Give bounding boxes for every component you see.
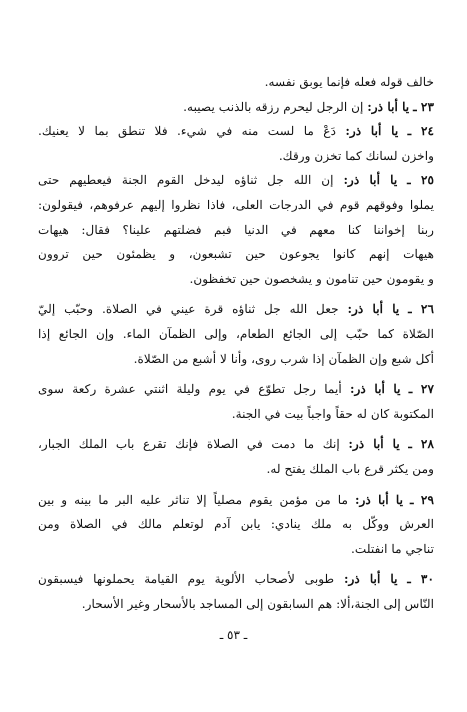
text-line bbox=[38, 218, 434, 243]
address-abu-dharr: يا أبا ذر: bbox=[347, 302, 400, 317]
text-line bbox=[38, 512, 434, 537]
text-line bbox=[38, 347, 434, 372]
address-abu-dharr: يا أبا ذر: bbox=[367, 99, 410, 114]
hadith-paragraph bbox=[38, 168, 434, 291]
line-text: طوبى لأصحاب الألوية يوم القيامة يحملونها فيسبقون bbox=[38, 572, 335, 587]
text-line bbox=[38, 402, 434, 427]
line-text: ما من مؤمن يقوم مصلياً إلا تناثر عليه البر ما بينه و بين bbox=[38, 492, 349, 507]
text-line bbox=[38, 95, 434, 120]
address-abu-dharr: يا أبا ذر: bbox=[343, 173, 398, 188]
text-line bbox=[38, 193, 434, 218]
line-text: أيما رجل تطوّع في يوم وليلة اثنتي عشرة ركعة سوى bbox=[38, 382, 342, 397]
address-abu-dharr: يا أبا ذر: bbox=[354, 492, 404, 507]
line-text: ومن يكثر قرع باب الملك يفتح له. bbox=[266, 461, 434, 476]
hadith-paragraph bbox=[38, 567, 434, 616]
line-text: المكتوبة كان له حقاً واجباً بيت في الجنة. bbox=[231, 406, 434, 421]
line-text: النّاس إلى الجنة،ألا: هم السابقون إلى المساجد بالأسحار وغير الأسحار. bbox=[81, 596, 434, 611]
text-line bbox=[38, 377, 434, 402]
hadith-number: ٢٥ ـ bbox=[407, 173, 434, 188]
line-text: تناجي ما انفتلت. bbox=[351, 541, 434, 556]
text-line bbox=[38, 322, 434, 347]
hadith-paragraph bbox=[38, 377, 434, 426]
hadith-paragraph bbox=[38, 488, 434, 562]
text-line bbox=[38, 242, 434, 267]
hadith-number: ٢٧ ـ bbox=[408, 382, 434, 397]
text-line bbox=[38, 168, 434, 193]
address-abu-dharr: يا أبا ذر: bbox=[349, 382, 401, 397]
hadith-paragraph bbox=[38, 119, 434, 168]
line-text: الصّلاة كما حبّب إلى الجائع الطعام، وإلى الظمآن الماء. وإن الجائع إذا bbox=[38, 326, 434, 341]
line-text: و يقومون حين تنامون و يشخصون حين تخفظون. bbox=[189, 271, 434, 286]
line-text: دَعْ ما لست منه في شيء. فلا تنطق بما لا يعنيك. bbox=[38, 124, 336, 139]
hadith-paragraph bbox=[38, 432, 434, 481]
address-abu-dharr: يا أبا ذر: bbox=[345, 124, 399, 139]
hadith-number: ٢٦ ـ bbox=[408, 302, 434, 317]
page-number: ـ ٥٣ ـ bbox=[219, 628, 248, 642]
text-line bbox=[38, 144, 434, 169]
line-text: أكل شبع وإن الظمآن إذا شرب روى، وأنا لا أشبع من الصّلاة. bbox=[133, 351, 434, 366]
hadith-number: ٢٤ ـ bbox=[407, 124, 434, 139]
hadith-number: ٢٨ ـ bbox=[408, 437, 434, 452]
hadith-number: ٢٣ ـ bbox=[413, 99, 434, 114]
address-abu-dharr: يا أبا ذر: bbox=[343, 572, 398, 587]
hadith-paragraph bbox=[38, 297, 434, 371]
line-text: هيهات إنهم كانوا يجوعون حين تشبعون، و يظمئون حين تروون bbox=[38, 247, 434, 262]
hadith-paragraph bbox=[38, 70, 434, 95]
line-text: جعل الله جل ثناؤه قرة عيني في الصلاة. وحبّب إليّ bbox=[38, 302, 339, 317]
line-text: خالف قوله فعله فإنما يوبق نفسه. bbox=[264, 75, 434, 89]
text-line bbox=[38, 537, 434, 562]
text-line bbox=[38, 432, 434, 457]
line-text: إنك ما دمت في الصلاة فإنك تقرع باب الملك الجبار، bbox=[38, 437, 340, 452]
line-text: ربنا إخواننا كنا معهم في الدنيا فبم فضلتهم علينا؟ فقال: هيهات bbox=[38, 222, 434, 237]
hadith-paragraph bbox=[38, 95, 434, 120]
text-line bbox=[38, 592, 434, 617]
text-line bbox=[38, 70, 434, 95]
text-line bbox=[38, 119, 434, 144]
page-body-text bbox=[38, 70, 434, 616]
text-line bbox=[38, 457, 434, 482]
hadith-number: ٢٩ ـ bbox=[410, 492, 434, 507]
text-line bbox=[38, 488, 434, 513]
line-text: واخزن لسانك كما تخزن ورقك. bbox=[278, 148, 434, 163]
text-line bbox=[38, 567, 434, 592]
address-abu-dharr: يا أبا ذر: bbox=[348, 437, 400, 452]
text-line bbox=[38, 297, 434, 322]
text-line bbox=[38, 267, 434, 292]
line-text: إن الرجل ليحرم رزقه بالذنب يصيبه. bbox=[183, 99, 364, 114]
hadith-number: ٣٠ ـ bbox=[407, 572, 434, 587]
line-text: العرش ووكّل به ملك ينادي: يابن آدم لوتعلم مالك في الصلاة ومن bbox=[38, 517, 434, 532]
line-text: إن الله جل ثناؤه ليدخل القوم الجنة فيعطيهم حتى bbox=[38, 173, 334, 188]
line-text: يملوا وفوقهم قوم في الدرجات العلى، فاذا نظروا إليهم عرفوهم، فيقولون: bbox=[38, 197, 434, 212]
